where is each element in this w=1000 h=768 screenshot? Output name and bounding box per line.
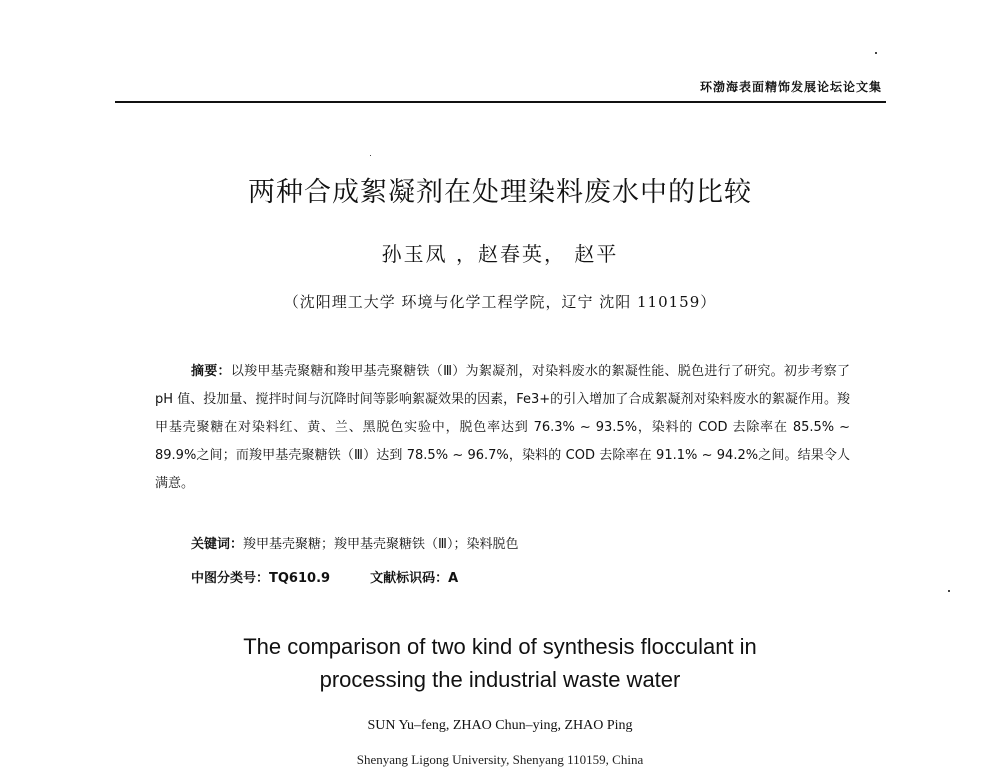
doc-code-value: A	[448, 571, 459, 586]
title-en-line2: processing the industrial waste water	[319, 667, 681, 692]
scan-speck	[875, 52, 877, 54]
abstract	[155, 358, 850, 498]
keywords	[191, 533, 518, 552]
title-en-line1: The comparison of two kind of synthesis flocculant in	[243, 634, 757, 659]
affiliation-en: Shenyang Ligong University, Shenyang 110159, China	[356, 752, 644, 767]
running-header: 环渤海表面精饰发展论坛论文集	[699, 80, 882, 94]
paper-title-en	[0, 630, 1000, 696]
header-rule	[115, 101, 886, 103]
authors-zh: 孙玉凤 ，赵春英， 赵平	[381, 242, 619, 266]
clc-value: TQ610.9	[269, 571, 331, 586]
doc-code-label: 文献标识码：	[370, 571, 449, 586]
paper-title-zh: 两种合成絮凝剂在处理染料废水中的比较	[248, 177, 752, 208]
classification	[191, 567, 458, 586]
scan-speck	[370, 155, 371, 156]
affiliation-zh: （沈阳理工大学 环境与化学工程学院，辽宁 沈阳 110159）	[283, 293, 717, 311]
authors-en: SUN Yu–feng, ZHAO Chun–ying, ZHAO Ping	[367, 718, 633, 733]
keywords-text: 羧甲基壳聚糖；羧甲基壳聚糖铁（Ⅲ）；染料脱色	[243, 537, 519, 552]
abstract-label: 摘要：	[191, 364, 231, 379]
clc-label: 中图分类号：	[191, 571, 270, 586]
abstract-text: 以羧甲基壳聚糖和羧甲基壳聚糖铁（Ⅲ）为絮凝剂，对染料废水的絮凝性能、脱色进行了研究。初步考察了 pH 值、投加量、搅拌时间与沉降时间等影响絮凝效果的因素，Fe3+的引入增加了合成絮凝剂对染料废水的絮凝作用。羧甲基壳聚糖在对染料红、黄、兰、黑脱色实验中，脱色率达到 76.3% ~ 93.5%，染料的 COD 去除率在 85.5% ~ 89.9%之间；而羧甲基壳聚糖铁（Ⅲ）达到 78.5% ~ 96.7%，染料的 COD 去除率在 91.1% ~ 94.2%之间。结果令人满意。	[155, 364, 850, 491]
scan-speck	[948, 590, 950, 592]
keywords-label: 关键词：	[191, 537, 244, 552]
